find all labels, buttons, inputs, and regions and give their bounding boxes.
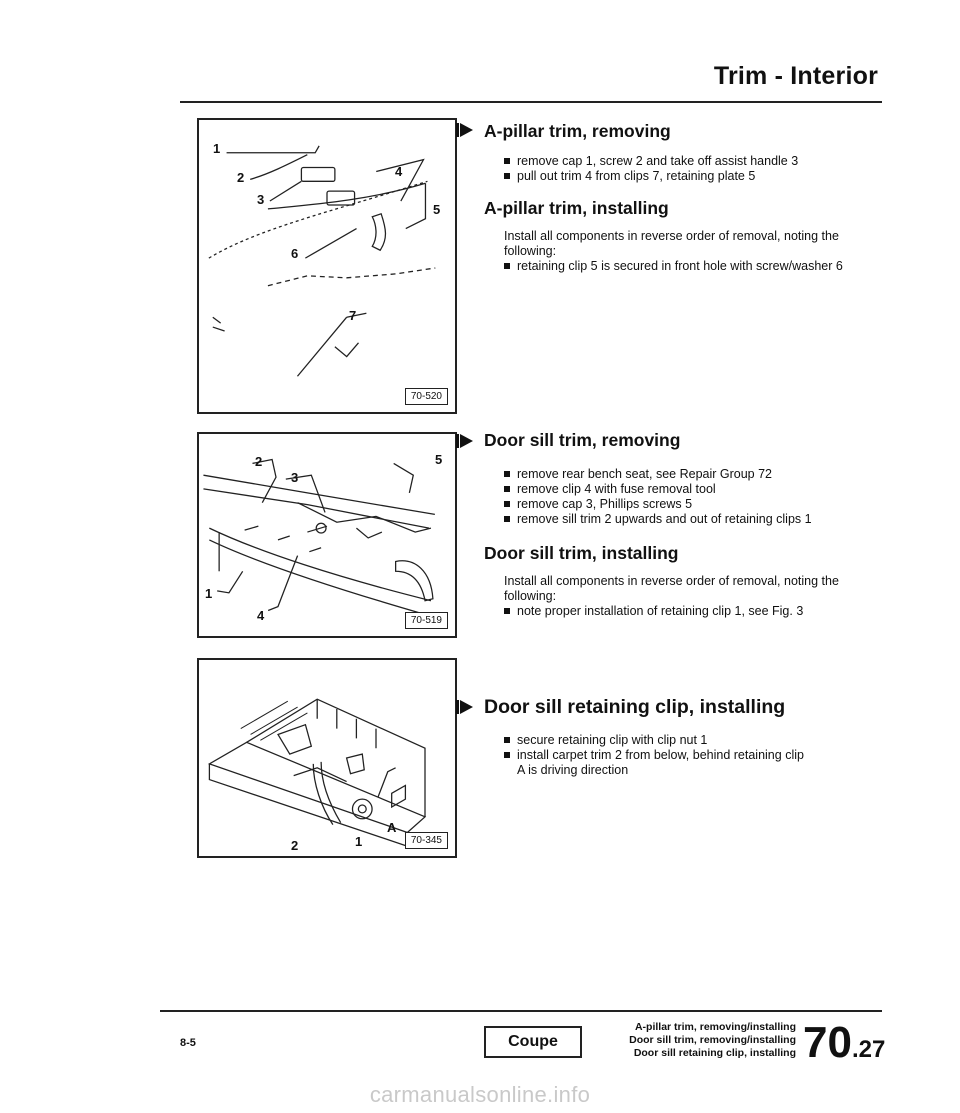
figure-number: 70-345 [405,832,448,849]
step-item: remove rear bench seat, see Repair Group 72 [504,467,884,482]
step-list [504,604,884,619]
step-item: remove clip 4 with fuse removal tool [504,482,884,497]
step-item: remove cap 3, Phillips screws 5 [504,497,884,512]
callout-label: 1 [205,586,213,601]
step-item: pull out trim 4 from clips 7, retaining plate 5 [504,169,884,184]
figure-retaining-clip [197,658,457,858]
page-reference: 8-5 [180,1037,196,1049]
section-title: Door sill retaining clip, installing [484,696,786,718]
step-item: retaining clip 5 is secured in front hole with screw/washer 6 [504,259,884,274]
footer-divider [160,1010,882,1012]
figure-number: 70-519 [405,612,448,629]
section-title: A-pillar trim, removing [484,121,671,141]
section-retaining-clip [484,696,884,778]
subsection-intro: Install all components in reverse order of removal, noting the following: [504,574,839,603]
callout-label: 3 [291,470,299,485]
section-door-sill [484,430,884,619]
step-item: note proper installation of retaining clip 1, see Fig. 3 [504,604,884,619]
figure-number: 70-520 [405,388,448,405]
step-item: remove cap 1, screw 2 and take off assist handle 3 [504,154,884,169]
callout-label: 7 [349,308,357,323]
step-list [504,154,884,184]
callout-label: 5 [433,202,441,217]
step-list [504,467,884,527]
figure-pointer-icon [460,434,473,448]
callout-label: 4 [257,608,265,623]
group-sub: .27 [851,1036,886,1063]
step-list [504,733,884,778]
repair-group-number [803,1020,885,1073]
step-item: install carpet trim 2 from below, behind retaining clip [504,748,884,763]
callout-label: 1 [213,141,221,156]
callout-label: 2 [255,454,263,469]
callout-label: A [387,820,397,835]
callout-label: 2 [291,838,299,853]
figure-door-sill [197,432,457,638]
step-item: remove sill trim 2 upwards and out of retaining clips 1 [504,512,884,527]
section-title: Door sill trim, removing [484,430,681,450]
step-item: secure retaining clip with clip nut 1 [504,733,884,748]
section-a-pillar [484,121,884,274]
callout-label: 2 [237,170,245,185]
callout-label: 3 [257,192,265,207]
page-title: Trim - Interior [713,62,878,90]
footer-contents-item: A-pillar trim, removing/installing [634,1021,796,1033]
figure-pointer-icon [460,700,473,714]
footer-contents-item: Door sill trim, removing/installing [629,1034,796,1046]
model-badge: Coupe [484,1026,582,1058]
door-sill-illustration [199,434,455,636]
step-list [504,259,884,274]
footer-contents-item: Door sill retaining clip, installing [633,1047,796,1059]
a-pillar-illustration [199,120,455,412]
callout-label: 1 [355,834,363,849]
header-divider [180,101,882,103]
group-main: 70 [803,1018,852,1067]
figure-a-pillar [197,118,457,414]
callout-label: 5 [435,452,443,467]
watermark: carmanualsonline.info [369,1082,591,1107]
subsection-intro: Install all components in reverse order of removal, noting the following: [504,229,839,258]
figure-pointer-icon [460,123,473,137]
callout-label: 4 [395,164,403,179]
subsection-title: A-pillar trim, installing [484,198,669,218]
step-note: A is driving direction [517,763,629,777]
callout-label: 6 [291,246,299,261]
retaining-clip-illustration [199,660,455,856]
subsection-title: Door sill trim, installing [484,543,679,563]
footer-contents [596,1021,796,1060]
